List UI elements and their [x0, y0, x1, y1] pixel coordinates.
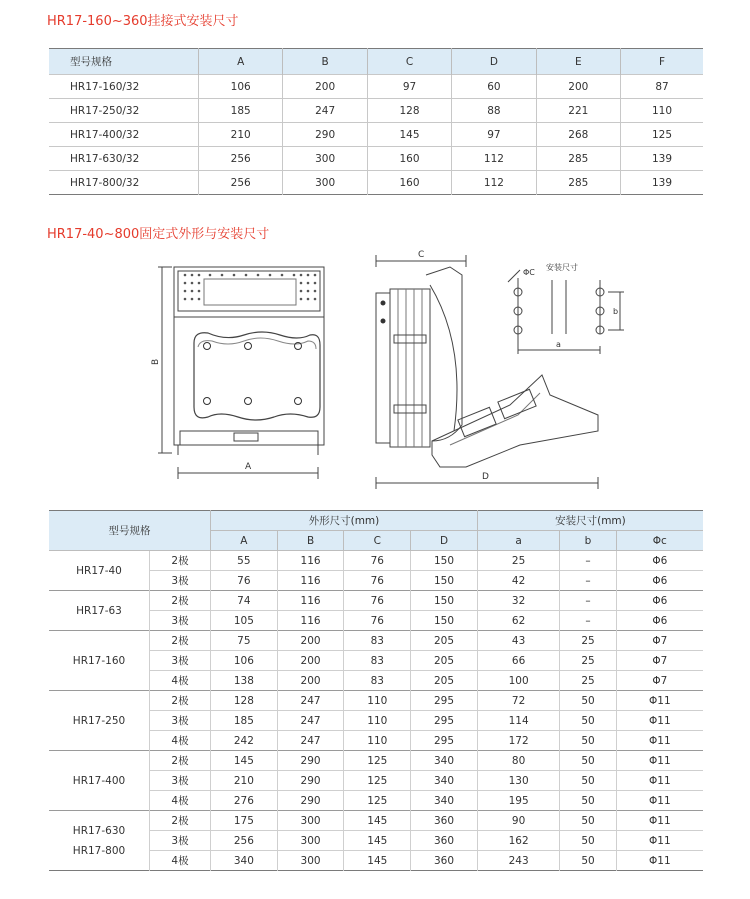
value-cell: 76	[211, 571, 278, 591]
pole-cell: 2极	[150, 751, 211, 771]
value-cell: 221	[536, 99, 620, 123]
value-cell: 139	[621, 147, 703, 171]
header-model: 型号规格	[49, 511, 211, 551]
value-cell: 25	[560, 651, 616, 671]
value-cell: 205	[411, 671, 478, 691]
value-cell: 116	[277, 591, 344, 611]
value-cell: 340	[411, 751, 478, 771]
value-cell: 200	[277, 631, 344, 651]
fixed-dimensions-table	[49, 510, 703, 871]
value-cell: 290	[277, 751, 344, 771]
pole-cell: 4极	[150, 791, 211, 811]
table-row	[49, 123, 703, 147]
value-cell: 300	[277, 831, 344, 851]
value-cell: 105	[211, 611, 278, 631]
model-cell	[49, 631, 150, 691]
table-row	[49, 75, 703, 99]
value-cell: 340	[411, 771, 478, 791]
section2-title: HR17-40~800固定式外形与安装尺寸	[47, 227, 270, 242]
value-cell: Φ6	[616, 571, 703, 591]
model-cell	[49, 691, 150, 751]
subheader-c: C	[344, 531, 411, 551]
value-cell: 150	[411, 551, 478, 571]
model-name: HR17-250	[72, 714, 126, 727]
value-cell: 130	[477, 771, 559, 791]
mount-b-label: b	[613, 307, 619, 316]
value-cell: 295	[411, 691, 478, 711]
value-cell: 128	[367, 99, 451, 123]
value-cell: 185	[199, 99, 283, 123]
value-cell: 50	[560, 811, 616, 831]
header-model: 型号规格	[49, 49, 199, 75]
header-mount: 安装尺寸(mm)	[477, 511, 703, 531]
value-cell: 110	[344, 711, 411, 731]
value-cell: 50	[560, 791, 616, 811]
value-cell: 83	[344, 631, 411, 651]
dim-a-label: A	[245, 462, 252, 472]
front-view-diagram	[150, 255, 330, 495]
subheader-hole: Φc	[616, 531, 703, 551]
value-cell: 125	[344, 791, 411, 811]
value-cell: 360	[411, 851, 478, 871]
value-cell: 247	[277, 711, 344, 731]
model-cell	[49, 591, 150, 631]
pole-cell: 3极	[150, 571, 211, 591]
value-cell: 210	[199, 123, 283, 147]
pole-cell: 2极	[150, 591, 211, 611]
value-cell: Φ11	[616, 751, 703, 771]
value-cell: 106	[199, 75, 283, 99]
model-cell	[49, 751, 150, 811]
value-cell: 72	[477, 691, 559, 711]
model-cell: HR17-630/32	[49, 147, 199, 171]
value-cell: 55	[211, 551, 278, 571]
value-cell: 83	[344, 651, 411, 671]
table-row	[49, 811, 703, 831]
value-cell: 80	[477, 751, 559, 771]
value-cell: 138	[211, 671, 278, 691]
value-cell: 125	[621, 123, 703, 147]
dim-b-label: B	[151, 358, 161, 365]
value-cell: 50	[560, 731, 616, 751]
value-cell: 50	[560, 691, 616, 711]
model-cell: HR17-250/32	[49, 99, 199, 123]
value-cell: Φ6	[616, 551, 703, 571]
header-c: C	[367, 49, 451, 75]
table-header-row	[49, 511, 703, 531]
value-cell: 32	[477, 591, 559, 611]
value-cell: 256	[199, 171, 283, 195]
value-cell: Φ7	[616, 651, 703, 671]
value-cell: 200	[283, 75, 367, 99]
value-cell: 25	[560, 631, 616, 651]
value-cell: 60	[452, 75, 536, 99]
value-cell: 340	[211, 851, 278, 871]
value-cell: 83	[344, 671, 411, 691]
pole-cell: 3极	[150, 651, 211, 671]
value-cell: 97	[452, 123, 536, 147]
value-cell: 276	[211, 791, 278, 811]
value-cell: 76	[344, 551, 411, 571]
value-cell: 243	[477, 851, 559, 871]
value-cell: 340	[411, 791, 478, 811]
value-cell: 200	[277, 651, 344, 671]
model-cell	[49, 551, 150, 591]
value-cell: 256	[211, 831, 278, 851]
pole-cell: 3极	[150, 831, 211, 851]
value-cell: 116	[277, 611, 344, 631]
value-cell: 90	[477, 811, 559, 831]
table-row	[49, 171, 703, 195]
value-cell: 295	[411, 731, 478, 751]
pole-cell: 2极	[150, 551, 211, 571]
value-cell: 300	[277, 851, 344, 871]
value-cell: 116	[277, 571, 344, 591]
value-cell: 116	[277, 551, 344, 571]
model-cell	[49, 811, 150, 871]
value-cell: 256	[199, 147, 283, 171]
value-cell: 125	[344, 771, 411, 791]
value-cell: 110	[344, 691, 411, 711]
header-b: B	[283, 49, 367, 75]
header-outline: 外形尺寸(mm)	[211, 511, 478, 531]
value-cell: 210	[211, 771, 278, 791]
pole-cell: 2极	[150, 811, 211, 831]
value-cell: 76	[344, 611, 411, 631]
subheader-b: B	[277, 531, 344, 551]
value-cell: –	[560, 591, 616, 611]
subheader-mount-a: a	[477, 531, 559, 551]
value-cell: 285	[536, 147, 620, 171]
mounting-diagram	[498, 258, 638, 358]
table-row	[49, 631, 703, 651]
value-cell: 200	[536, 75, 620, 99]
value-cell: 50	[560, 831, 616, 851]
dim-d-label: D	[482, 472, 489, 482]
value-cell: Φ7	[616, 631, 703, 651]
value-cell: 25	[477, 551, 559, 571]
value-cell: Φ11	[616, 691, 703, 711]
model-cell: HR17-160/32	[49, 75, 199, 99]
value-cell: 162	[477, 831, 559, 851]
pole-cell: 3极	[150, 711, 211, 731]
value-cell: 76	[344, 591, 411, 611]
value-cell: 300	[283, 147, 367, 171]
value-cell: 175	[211, 811, 278, 831]
value-cell: 242	[211, 731, 278, 751]
value-cell: 128	[211, 691, 278, 711]
value-cell: 200	[277, 671, 344, 691]
value-cell: 139	[621, 171, 703, 195]
value-cell: 50	[560, 851, 616, 871]
table-row	[49, 691, 703, 711]
value-cell: 43	[477, 631, 559, 651]
mount-title-label: 安装尺寸	[546, 263, 578, 272]
value-cell: Φ11	[616, 831, 703, 851]
value-cell: 268	[536, 123, 620, 147]
model-name: HR17-160	[72, 654, 126, 667]
value-cell: 110	[621, 99, 703, 123]
dim-c-label: C	[418, 250, 425, 260]
value-cell: Φ11	[616, 771, 703, 791]
mount-a-label: a	[556, 340, 561, 349]
value-cell: 66	[477, 651, 559, 671]
value-cell: 150	[411, 571, 478, 591]
pole-cell: 4极	[150, 671, 211, 691]
value-cell: 247	[277, 731, 344, 751]
value-cell: 100	[477, 671, 559, 691]
value-cell: 195	[477, 791, 559, 811]
section1-title: HR17-160~360挂接式安装尺寸	[47, 14, 239, 29]
header-a: A	[199, 49, 283, 75]
model-name: HR17-800	[72, 844, 126, 857]
value-cell: 145	[344, 811, 411, 831]
hanging-dimensions-table	[49, 48, 703, 195]
value-cell: 74	[211, 591, 278, 611]
table-row	[49, 147, 703, 171]
hole-diameter-label: ΦC	[523, 268, 535, 277]
value-cell: Φ6	[616, 611, 703, 631]
value-cell: Φ6	[616, 591, 703, 611]
value-cell: 88	[452, 99, 536, 123]
value-cell: 205	[411, 631, 478, 651]
value-cell: 25	[560, 671, 616, 691]
value-cell: 76	[344, 571, 411, 591]
value-cell: 112	[452, 147, 536, 171]
pole-cell: 4极	[150, 731, 211, 751]
model-name: HR17-63	[76, 604, 122, 617]
value-cell: Φ11	[616, 731, 703, 751]
model-name: HR17-40	[76, 564, 122, 577]
table-row	[49, 99, 703, 123]
table-header-row	[49, 49, 703, 75]
value-cell: 172	[477, 731, 559, 751]
subheader-mount-b: b	[560, 531, 616, 551]
value-cell: 125	[344, 751, 411, 771]
value-cell: 42	[477, 571, 559, 591]
header-d: D	[452, 49, 536, 75]
model-cell: HR17-400/32	[49, 123, 199, 147]
value-cell: 360	[411, 831, 478, 851]
value-cell: 295	[411, 711, 478, 731]
pole-cell: 3极	[150, 771, 211, 791]
value-cell: Φ7	[616, 671, 703, 691]
table-row	[49, 751, 703, 771]
value-cell: –	[560, 551, 616, 571]
value-cell: 110	[344, 731, 411, 751]
value-cell: 160	[367, 171, 451, 195]
value-cell: –	[560, 611, 616, 631]
value-cell: Φ11	[616, 711, 703, 731]
table-row	[49, 591, 703, 611]
value-cell: 97	[367, 75, 451, 99]
subheader-d: D	[411, 531, 478, 551]
value-cell: 150	[411, 611, 478, 631]
value-cell: 290	[277, 771, 344, 791]
pole-cell: 4极	[150, 851, 211, 871]
value-cell: 112	[452, 171, 536, 195]
value-cell: 50	[560, 711, 616, 731]
value-cell: 145	[367, 123, 451, 147]
value-cell: 247	[283, 99, 367, 123]
header-e: E	[536, 49, 620, 75]
value-cell: 145	[211, 751, 278, 771]
value-cell: Φ11	[616, 811, 703, 831]
pole-cell: 2极	[150, 631, 211, 651]
value-cell: 50	[560, 771, 616, 791]
value-cell: 300	[277, 811, 344, 831]
pole-cell: 3极	[150, 611, 211, 631]
value-cell: 150	[411, 591, 478, 611]
value-cell: Φ11	[616, 791, 703, 811]
value-cell: 285	[536, 171, 620, 195]
model-cell: HR17-800/32	[49, 171, 199, 195]
value-cell: 185	[211, 711, 278, 731]
subheader-a: A	[211, 531, 278, 551]
value-cell: 145	[344, 831, 411, 851]
value-cell: 160	[367, 147, 451, 171]
pole-cell: 2极	[150, 691, 211, 711]
header-f: F	[621, 49, 703, 75]
value-cell: 360	[411, 811, 478, 831]
value-cell: 62	[477, 611, 559, 631]
value-cell: 300	[283, 171, 367, 195]
value-cell: –	[560, 571, 616, 591]
value-cell: 290	[283, 123, 367, 147]
table-row	[49, 551, 703, 571]
model-name: HR17-630	[72, 824, 126, 837]
value-cell: 205	[411, 651, 478, 671]
value-cell: 145	[344, 851, 411, 871]
value-cell: 106	[211, 651, 278, 671]
value-cell: 50	[560, 751, 616, 771]
value-cell: 247	[277, 691, 344, 711]
value-cell: 75	[211, 631, 278, 651]
value-cell: 290	[277, 791, 344, 811]
value-cell: Φ11	[616, 851, 703, 871]
model-name: HR17-400	[72, 774, 126, 787]
value-cell: 87	[621, 75, 703, 99]
value-cell: 114	[477, 711, 559, 731]
